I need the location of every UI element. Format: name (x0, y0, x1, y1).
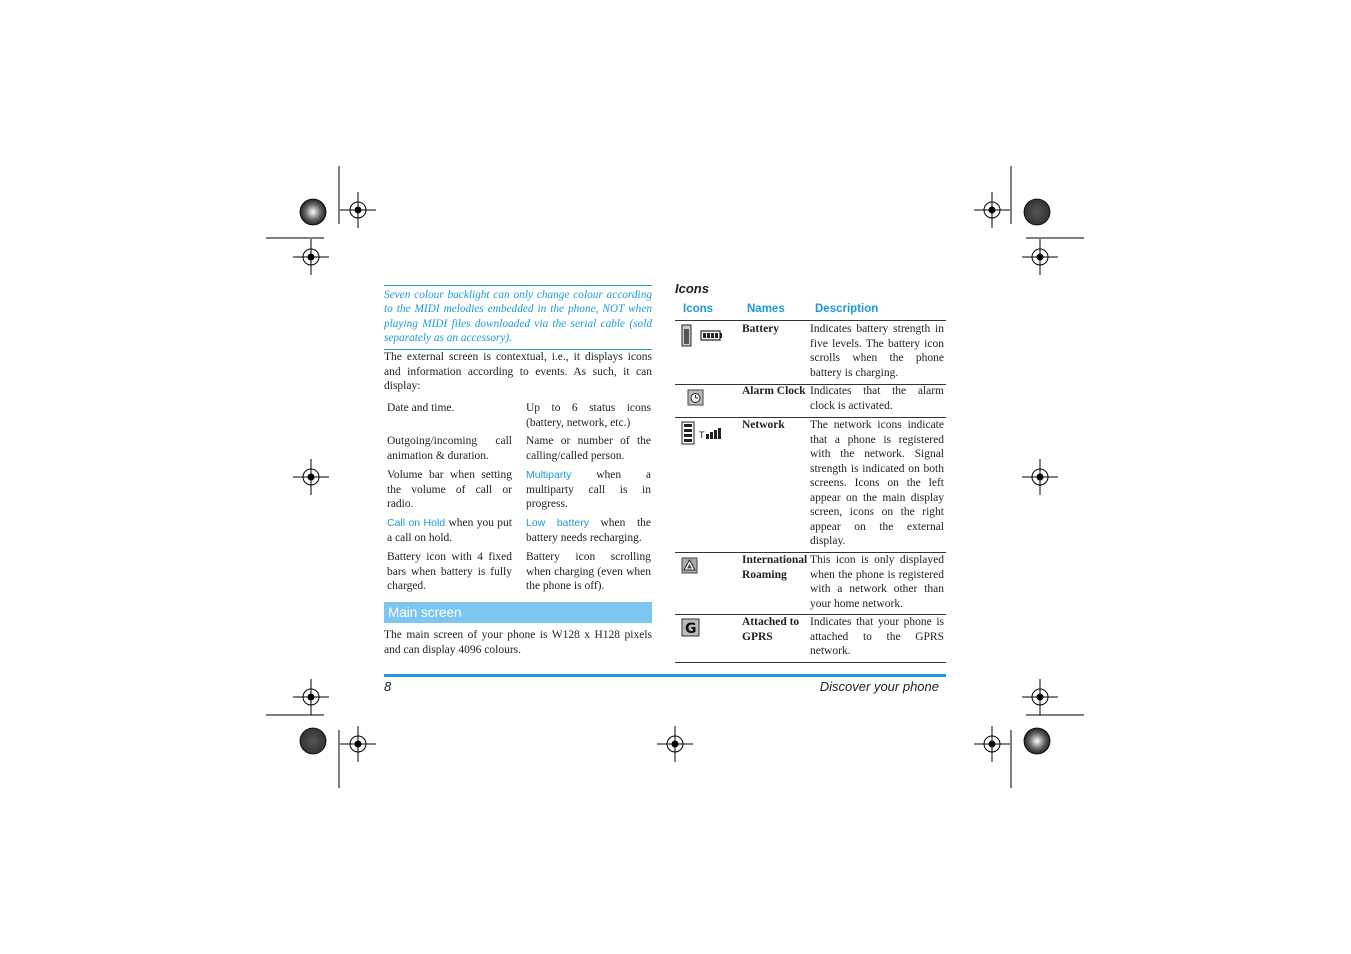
backlight-note: Seven colour backlight can only change colour according to the MIDI melodies embedded in the phone, NOT when playing MIDI files downloaded via the serial cable (sold separately as an accessory). (384, 285, 652, 350)
column-header-names: Names (747, 303, 785, 315)
main-screen-paragraph: The main screen of your phone is W128 x H128 pixels and can display 4096 colours. (384, 629, 652, 656)
icon-description: The network icons indicate that a phone is registered with the network. Signal strength is indicated on both screens. Icons on the left appear on the main display screen, icons on the right appear on the external display. (810, 419, 944, 547)
multiparty-link: Multiparty (526, 469, 572, 481)
icon-name: Alarm Clock (742, 385, 806, 397)
alarm-clock-icon (687, 389, 705, 411)
icon-description: Indicates that your phone is attached to the GPRS network. (810, 616, 944, 657)
page-number: 8 (384, 679, 392, 694)
grid-cell-text: when a multiparty call is in progress. (526, 469, 651, 510)
network-icon (681, 421, 725, 449)
table-divider (675, 662, 946, 663)
icon-name: Battery (742, 323, 780, 335)
grid-cell: Name or number of the calling/called person. (526, 435, 651, 462)
gprs-icon (681, 618, 701, 642)
grid-cell: Date and time. (387, 402, 455, 414)
icons-section-title: Icons (675, 281, 709, 296)
call-on-hold-link: Call on Hold (387, 517, 446, 529)
grid-cell: Up to 6 status icons (battery, network, etc.) (526, 402, 651, 429)
grid-cell (526, 468, 651, 512)
intro-paragraph: The external screen is contextual, i.e., it displays icons and information according to events. As such, it can display: (384, 351, 652, 392)
icon-description: Indicates battery strength in five levels. The battery icon scrolls when the phone battery is charging. (810, 323, 944, 379)
grid-cell: Battery icon scrolling when charging (even when the phone is off). (526, 551, 651, 592)
low-battery-link: Low battery (526, 517, 589, 529)
grid-cell (387, 516, 512, 545)
grid-cell: Outgoing/incoming call animation & duration. (387, 435, 512, 462)
icon-description: Indicates that the alarm clock is activated. (810, 385, 944, 412)
icon-description: This icon is only displayed when the phone is registered with a network other than your home network. (810, 554, 944, 610)
grid-cell: Volume bar when setting the volume of call or radio. (387, 469, 512, 510)
icon-name: International Roaming (742, 554, 808, 581)
battery-icon (680, 324, 724, 352)
grid-cell (526, 516, 651, 545)
grid-cell: Battery icon with 4 fixed bars when battery is fully charged. (387, 551, 512, 592)
column-header-icons: Icons (683, 303, 714, 315)
icon-name: Attached to GPRS (742, 616, 800, 643)
icon-name: Network (742, 419, 785, 431)
table-divider (675, 320, 946, 321)
grid-cell-text: when the battery needs recharging. (526, 517, 651, 544)
column-header-description: Description (815, 303, 879, 315)
main-screen-heading: Main screen (384, 602, 652, 623)
svg-text:G: G (685, 621, 697, 637)
chapter-title: Discover your phone (819, 679, 939, 694)
svg-text:T: T (699, 431, 705, 441)
grid-cell-text: when you put a call on hold. (387, 517, 512, 544)
footer-rule (384, 674, 946, 677)
roaming-icon (681, 557, 699, 579)
